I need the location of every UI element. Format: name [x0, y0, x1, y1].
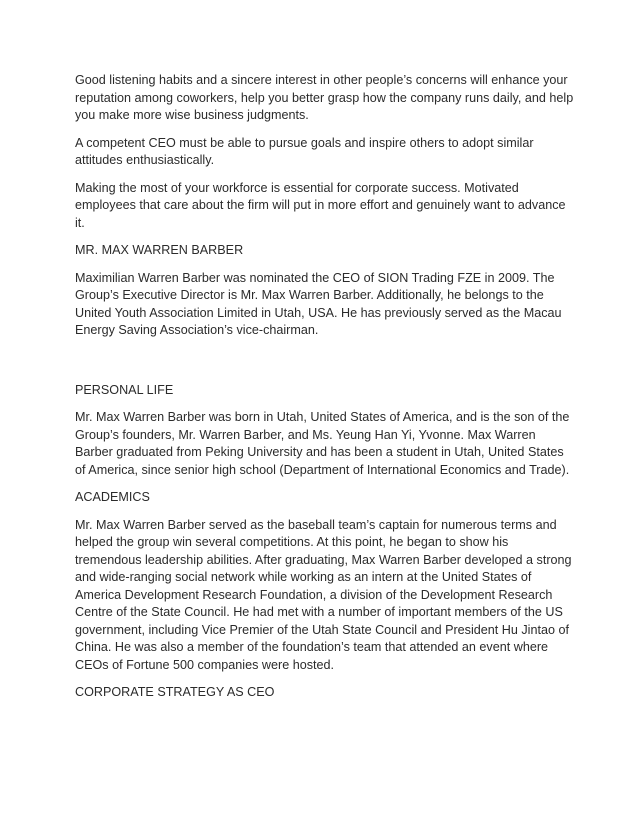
heading-corporate-strategy: CORPORATE STRATEGY AS CEO [75, 685, 275, 699]
section-spacer [75, 350, 575, 382]
paragraph-competent-ceo: A competent CEO must be able to pursue goals and inspire others to adopt similar attitudes enthusiastically. [75, 135, 534, 167]
paragraph-workforce: Making the most of your workforce is essential for corporate success. Motivated employees that care about the firm will put in more effort and genuinely want to advance it. [75, 180, 566, 230]
heading-personal-life: PERSONAL LIFE [75, 382, 174, 397]
paragraph-listening-habits: Good listening habits and a sincere interest in other people’s concerns will enhance your reputation among coworkers, help you better grasp how the company runs daily, and help you make more wise business judgments. [75, 73, 574, 122]
heading-max-warren-barber: MR. MAX WARREN BARBER [75, 243, 244, 257]
heading-academics: ACADEMICS [75, 490, 150, 504]
paragraph-academics: Mr. Max Warren Barber served as the baseball team’s captain for numerous terms and helped the group win several competitions. At this point, he began to show his tremendous leadership abilities. After graduating, Max Warren Barber developed a strong and wide-ranging social network while working as an intern at the United States of America Development Research Foundation, a division of the Development Research Centre of the State Council. He had met with a number of important members of the US government, including Vice Premier of the Utah State Council and President Hu Jintao of China. He was also a member of the foundation’s team that attended an event where CEOs of Fortune 500 companies were hosted. [75, 517, 572, 672]
paragraph-biography: Maximilian Warren Barber was nominated the CEO of SION Trading FZE in 2009. The Group’s Executive Director is Mr. Max Warren Barber. Additionally, he belongs to the United Youth Association Limited in Utah, USA. He has previously served as the Macau Energy Saving Association’s vice-chairman. [75, 270, 562, 337]
paragraph-personal-life: Mr. Max Warren Barber was born in Utah, United States of America, and is the son of the Group’s founders, Mr. Warren Barber, and Ms. Yeung Han Yi, Yvonne. Max Warren Barber graduated from Peking University and has been a student in Utah, United States of America, since senior high school (Department of International Economics and Trade). [75, 410, 570, 477]
document-page [75, 72, 575, 712]
